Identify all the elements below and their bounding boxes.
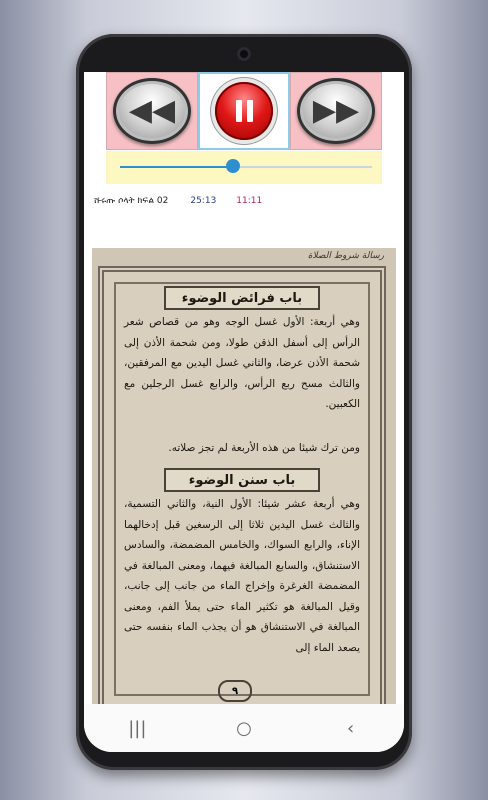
scanned-page [92,248,396,722]
player-controls [106,72,382,150]
system-navbar [84,704,404,752]
fast-forward-icon: ▶▶ [297,78,375,144]
running-head: رسالة شروط الصلاة [307,251,384,261]
page-number: ٩ [218,680,252,702]
rewind-button[interactable] [106,72,198,150]
recents-icon[interactable]: ||| [128,717,147,739]
heading-obligations: باب فرائض الوضوء [164,286,320,310]
pause-icon [215,82,273,140]
heading-sunnahs: باب سنن الوضوء [164,468,320,492]
fast-forward-button[interactable] [290,72,382,150]
paragraph-ruling: ومن ترك شيئا من هذه الأربعة لم تجز صلاته. [168,442,360,454]
front-camera [237,47,251,61]
back-icon[interactable]: ‹ [347,717,355,739]
status-row [84,192,404,210]
pause-button[interactable] [198,72,290,150]
document-viewer[interactable] [92,248,396,722]
elapsed-time: 25:13 [190,196,217,206]
paragraph-sunnahs: وهي أربعة عشر شيئا: الأول النية، والثاني التسمية، والثالث غسل اليدين ثلاثا إلى الرسغين قبل إدخالهما الإناء، والرابع السواك، والخامس المضمضة، والسادس الاستنشاق، والسابع المبالغة فيهما، ومعنى المبالغة في المضمضة الغرغرة وإخراج الماء من جانب إلى جانب، وقيل المبالغة هو تكثير الماء حتى يملأ الفم، ومعنى المبالغة في الاستنشاق هو أن يجذب الماء بنفسه حتى يصعد الماء إلى [124,498,360,654]
page-border [98,266,386,712]
total-time: 11:11 [236,196,263,206]
rewind-icon: ◀◀ [113,78,191,144]
paragraph-obligations: وهي أربعة: الأول غسل الوجه وهو من قصاص شعر الرأس إلى أسفل الذقن طولا، ومن شحمة الأذن إلى شحمة الأذن عرضا، والثاني غسل اليدين مع المرفقين، والثالث مسح ربع الرأس، والرابع غسل الرجلين مع الكعبين. [124,316,360,410]
seek-bar[interactable] [106,151,382,184]
seek-thumb[interactable] [226,159,240,173]
phone-frame [76,34,412,770]
home-icon[interactable]: ○ [236,717,252,739]
app-screen [84,72,404,752]
track-title: ሹሩጡ ሶላት ክፍል 02 [94,196,169,206]
seek-progress [120,166,233,168]
